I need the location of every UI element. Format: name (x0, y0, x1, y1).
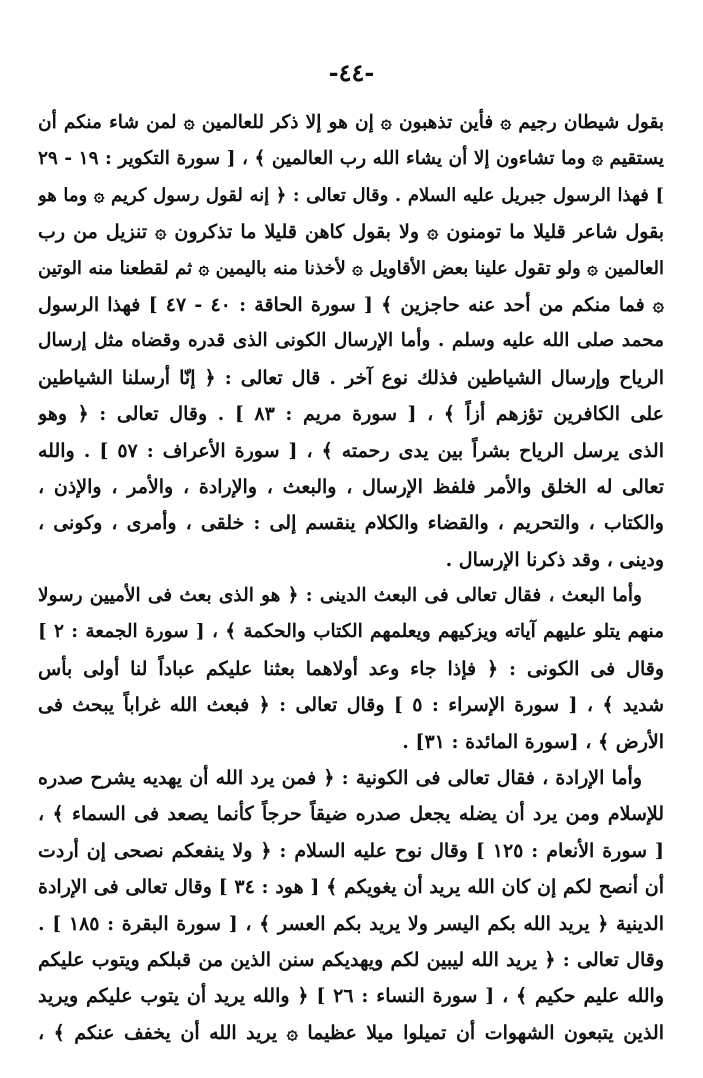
text-line: والله عليم حكيم ﴾ ، [ سورة النساء : ٢٦ ] ﴿ والله يريد أن يتوب عليكم ويريد (38, 985, 664, 1008)
text-line: وقال فى الكونى : ﴿ فإذا جاء وعد أولاهما بعثنا عليكم عباداً لنا أولى بأس (38, 657, 664, 680)
text-line: بقول شاعر قليلا ما تومنون ۞ ولا بقول كاهن قليلا ما تذكرون ۞ تنزيل من رب (38, 221, 664, 244)
text-line: شديد ﴾ ، [ سورة الإسراء : ٥ ] وقال تعالى : ﴿ فبعث الله غراباً يبحث فى (38, 694, 664, 717)
body-text (38, 105, 664, 1051)
text-line: والكتاب ، والتحريم ، والقضاء والكلام ينقسم إلى : خلقى ، وأمرى ، وكونى ، (38, 512, 664, 535)
text-line: أن أنصح لكم إن كان الله يريد أن يغويكم ﴾ [ هود : ٣٤ ] وقال تعالى فى الإرادة (38, 876, 664, 899)
text-line: ] فهذا الرسول جبريل عليه السلام . وقال تعالى : ﴿ إنه لقول رسول كريم ۞ وما هو (38, 184, 664, 206)
text-line: بقول شيطان رجيم ۞ فأين تذهبون ۞ إن هو إلا ذكر للعالمين ۞ لمن شاء منكم أن (38, 112, 664, 133)
text-line: العالمين ۞ ولو تقول علينا بعض الأقاويل ۞ لأخذنا منه باليمين ۞ ثم لقطعنا منه الوتين (38, 257, 664, 279)
text-line: وقال تعالى : ﴿ يريد الله ليبين لكم ويهديكم سنن الذين من قبلكم ويتوب عليكم (38, 948, 664, 971)
text-line: الذين يتبعون الشهوات أن تميلوا ميلا عظيما ۞ يريد الله أن يخفف عنكم ﴾ ، (38, 1021, 664, 1044)
text-line: الرياح وإرسال الشياطين فذلك نوع آخر . قال تعالى : ﴿ إنّا أرسلنا الشياطين (38, 366, 664, 389)
text-line: محمد صلى الله عليه وسلم . وأما الإرسال الكونى الذى قدره وقضاه مثل إرسال (38, 330, 664, 352)
text-line: الدينية ﴿ يريد الله بكم اليسر ولا يريد بكم العسر ﴾ ، [ سورة البقرة : ١٨٥ ] . (38, 912, 664, 935)
text-line: ودينى ، وقد ذكرنا الإرسال . (445, 548, 664, 571)
text-line: تعالى له الخلق والأمر فلفظ الإرسال ، والبعث ، والإرادة ، والأمر ، والإذن ، (38, 475, 664, 498)
page-number: -٤٤- (328, 58, 375, 87)
text-line: الأرض ﴾ ، [سورة المائدة : ٣١] . (402, 730, 664, 753)
text-line: ۞ فما منكم من أحد عنه حاجزين ﴾ [ سورة الحاقة : ٤٠ - ٤٧ ] فهذا الرسول (38, 293, 664, 316)
text-line: على الكافرين تؤزهم أزاً ﴾ ، [ سورة مريم : ٨٣ ] . وقال تعالى : ﴿ وهو (38, 403, 664, 426)
text-line: منهم يتلو عليهم آياته ويزكيهم ويعلمهم الكتاب والحكمة ﴾ ، [ سورة الجمعة : ٢ ] (38, 621, 664, 643)
text-line: يستقيم ۞ وما تشاءون إلا أن يشاء الله رب العالمين ﴾ ، [ سورة التكوير : ١٩ - ٢٩ (38, 148, 664, 170)
text-line: وأما الإرادة ، فقال تعالى فى الكونية : ﴿ فمن يرد الله أن يهديه يشرح صدره (38, 767, 642, 790)
text-line: وأما البعث ، فقال تعالى فى البعث الدينى : ﴿ هو الذى بعث فى الأميين رسولا (38, 585, 642, 607)
text-line: الذى يرسل الرياح بشراً بين يدى رحمته ﴾ ، [ سورة الأعراف : ٥٧ ] . والله (38, 439, 664, 462)
text-line: للإسلام ومن يرد أن يضله يجعل صدره ضيقاً حرجاً كأنما يصعد فى السماء ﴾ ، (38, 803, 664, 826)
text-line: [ سورة الأنعام : ١٢٥ ] وقال نوح عليه السلام : ﴿ ولا ينفعكم نصحى إن أردت (38, 839, 664, 862)
